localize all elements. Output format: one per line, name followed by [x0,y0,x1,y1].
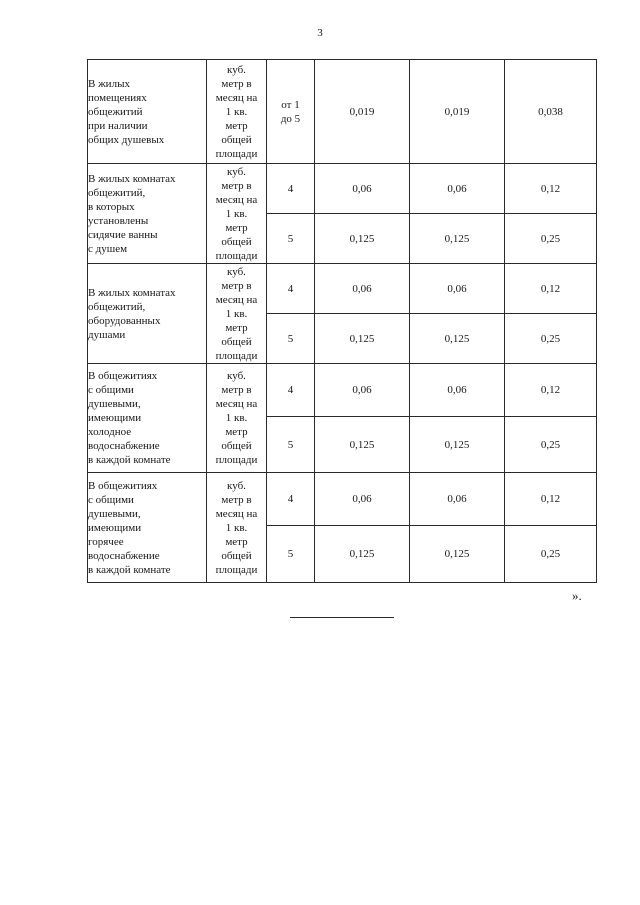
unit-line: метр [225,535,248,548]
unit-line: площади [215,349,258,362]
unit-line: месяц на [215,193,258,206]
description-line: В жилых комнатах [88,172,176,185]
unit-line: месяц на [215,293,258,306]
floors-cell: 4 [267,473,315,526]
unit-line: общей [221,133,252,146]
norm-value-cell: 0,25 [505,314,597,364]
unit-line: метр в [221,384,252,396]
unit-line: площади [215,147,258,160]
table-row [88,364,597,417]
closing-quote: ». [572,588,582,603]
description-line: с душем [88,242,128,255]
norm-value-cell: 0,019 [315,60,410,164]
norm-value-cell: 0,12 [505,364,597,417]
unit-line: метр в [221,493,252,506]
end-of-document-line [290,617,394,618]
norm-value-cell: 0,25 [505,417,597,473]
description-line: водоснабжение [88,549,160,562]
norm-value-cell: 0,125 [315,214,410,264]
unit-line: площади [215,563,258,576]
unit-of-measure [207,364,267,473]
unit-line: куб. [227,165,246,178]
norm-value-cell: 0,06 [410,364,505,417]
description-line: В общежитиях [88,479,158,492]
unit-line: метр [225,321,248,334]
unit-line: 1 кв. [225,412,248,424]
description-line: с общими [88,493,134,506]
floors-cell: 4 [267,364,315,417]
norm-value-cell: 0,12 [505,164,597,214]
description-line: при наличии [88,119,148,132]
unit-line: метр в [221,279,252,292]
norm-value-cell: 0,12 [505,473,597,526]
premises-description [88,60,207,164]
unit-line: куб. [227,265,246,278]
description-line: помещениях [88,91,147,104]
description-line: душевыми, [88,507,141,520]
premises-description [88,164,207,264]
description-line: с общими [88,384,134,396]
unit-line: общей [221,335,252,348]
unit-line: куб. [227,63,246,76]
unit-line: метр в [221,179,252,192]
unit-line: месяц на [215,507,258,520]
premises-description [88,364,207,473]
norm-value-cell: 0,06 [315,264,410,314]
description-line: душевыми, [88,398,141,410]
description-line: в каждой комнате [88,454,171,466]
unit-line: общей [221,440,252,452]
unit-line: месяц на [215,91,258,104]
norm-value-cell: 0,12 [505,264,597,314]
floors-cell: 5 [267,526,315,583]
floors-cell: 5 [267,314,315,364]
norm-value-cell: 0,06 [410,473,505,526]
unit-line: метр [225,119,248,132]
description-line: В жилых комнатах [88,286,176,299]
norm-value-cell: 0,125 [315,526,410,583]
premises-description [88,264,207,364]
norm-value-cell: 0,125 [410,526,505,583]
table-row [88,164,597,214]
norm-value-cell: 0,125 [315,417,410,473]
unit-line: общей [221,549,252,562]
table-row [88,473,597,526]
unit-line: общей [221,235,252,248]
description-line: холодное [88,426,132,438]
unit-line: площади [215,249,258,262]
floors-cell: 4 [267,164,315,214]
unit-of-measure [207,473,267,583]
norm-value-cell: 0,06 [410,164,505,214]
description-line: установлены [88,214,149,227]
norm-value-cell: 0,038 [505,60,597,164]
table-row [88,264,597,314]
floors-cell: 4 [267,264,315,314]
description-line: оборудованных [88,314,161,327]
norm-value-cell: 0,06 [315,364,410,417]
description-line: сидячие ванны [88,228,158,241]
unit-of-measure [207,60,267,164]
description-line: в которых [88,200,135,213]
page-number: 3 [317,27,323,39]
description-line: горячее [88,535,124,548]
norm-value-cell: 0,06 [315,164,410,214]
unit-of-measure [207,164,267,264]
unit-line: метр [225,426,248,438]
description-line: имеющими [88,412,142,424]
consumption-norms-table [87,59,597,583]
description-line: в каждой комнате [88,563,171,576]
norm-value-cell: 0,25 [505,214,597,264]
unit-line: 1 кв. [225,307,248,320]
description-line: душами [88,328,126,341]
unit-line: куб. [227,479,246,492]
unit-line: метр в [221,77,252,90]
norm-value-cell: 0,06 [315,473,410,526]
norm-value-cell: 0,019 [410,60,505,164]
floors-cell: 5 [267,214,315,264]
unit-line: куб. [227,370,246,382]
norm-value-cell: 0,125 [410,314,505,364]
unit-line: 1 кв. [225,207,248,220]
premises-description [88,473,207,583]
norm-value-cell: 0,125 [410,214,505,264]
description-line: водоснабжение [88,440,160,452]
norm-value-cell: 0,06 [410,264,505,314]
unit-line: 1 кв. [225,521,248,534]
description-line: общежитий, [88,300,146,313]
unit-line: площади [215,454,258,466]
description-line: В общежитиях [88,370,158,382]
unit-line: месяц на [215,398,258,410]
norm-value-cell: 0,125 [315,314,410,364]
floors-cell: от 1 до 5 [267,60,315,164]
description-line: общежитий [88,105,143,118]
norm-value-cell: 0,25 [505,526,597,583]
floors-cell: 5 [267,417,315,473]
table-row [88,60,597,164]
unit-line: 1 кв. [225,105,248,118]
description-line: имеющими [88,521,142,534]
unit-line: метр [225,221,248,234]
unit-of-measure [207,264,267,364]
norm-value-cell: 0,125 [410,417,505,473]
description-line: В жилых [88,77,130,90]
description-line: общежитий, [88,186,146,199]
description-line: общих душевых [88,133,165,146]
